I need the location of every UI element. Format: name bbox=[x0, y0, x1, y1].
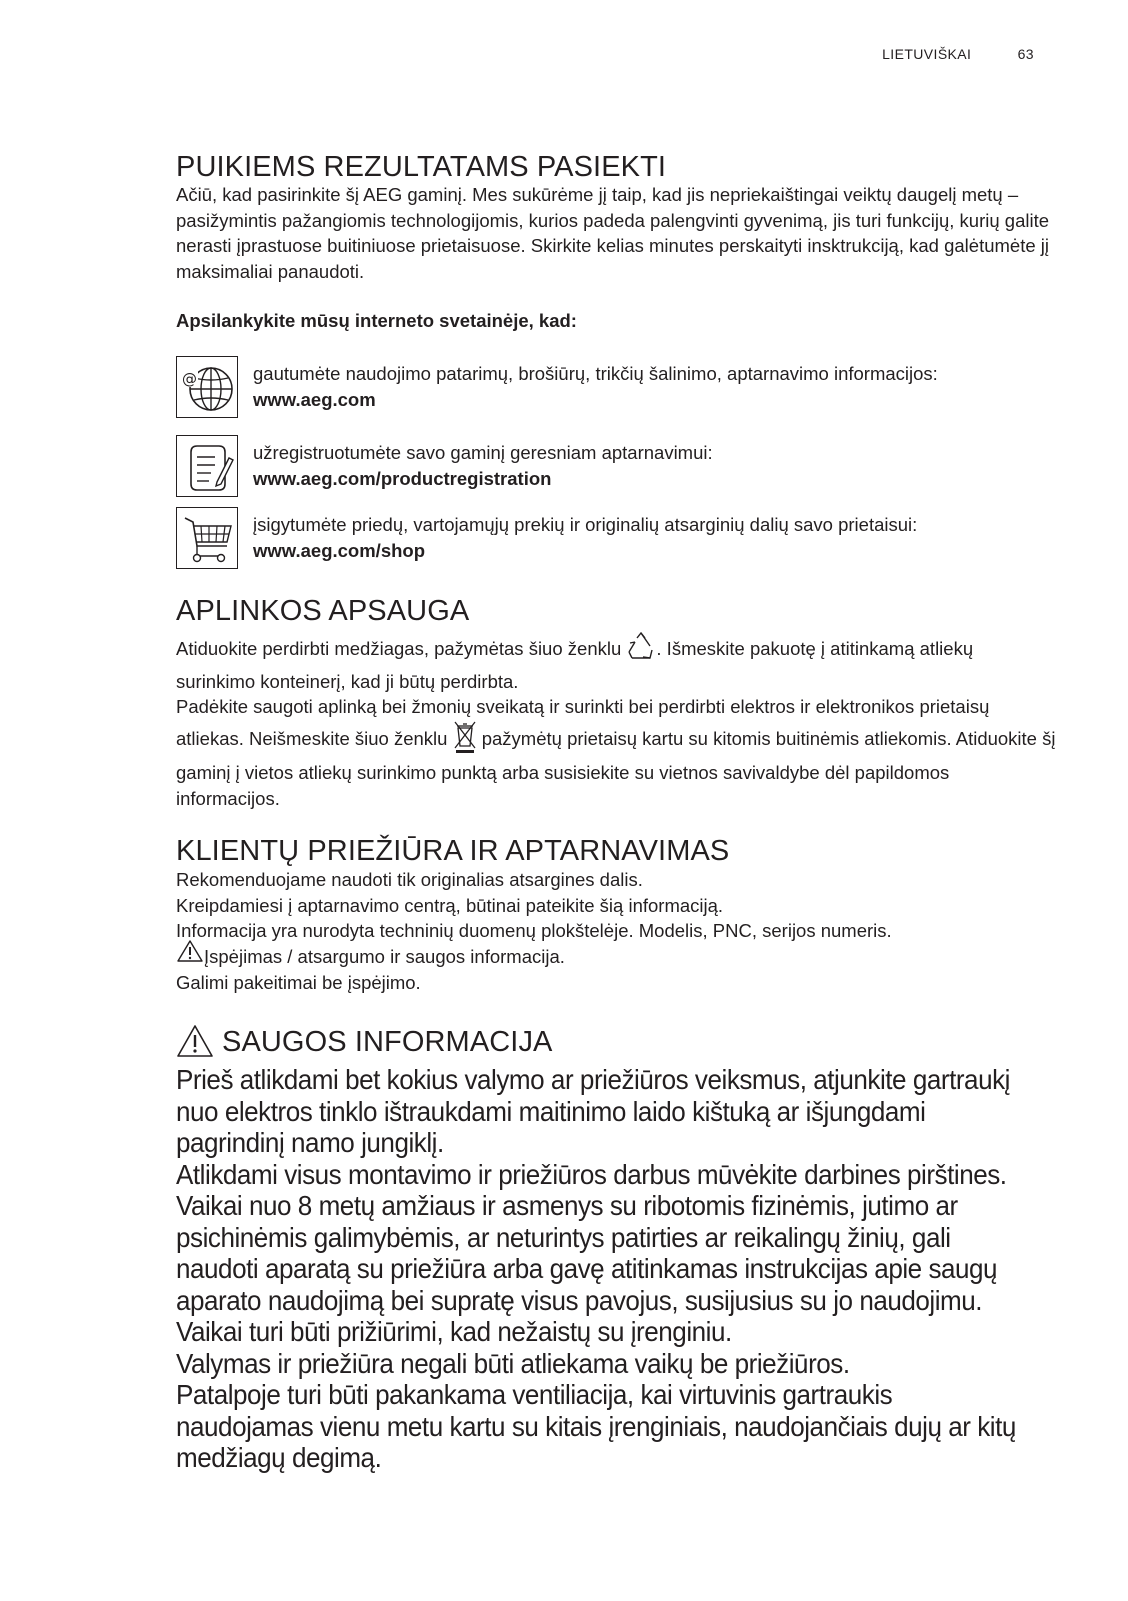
link-description: užregistruotumėte savo gaminį geresniam aptarnavimui: www.aeg.com/productregistration bbox=[253, 440, 713, 491]
recycling-paragraph: Atiduokite perdirbti medžiagas, pažymėtas šiuo ženklu . Išmeskite pakuotę į atitinkamą atliekų surinkimo konteinerį, kad ji būtų perdirbta. bbox=[176, 632, 1056, 694]
section-environment bbox=[176, 594, 1056, 811]
link-row-registration bbox=[176, 435, 1056, 501]
shop-link[interactable]: www.aeg.com/shop bbox=[253, 539, 426, 561]
section-title: KLIENTŲ PRIEŽIŪRA IR APTARNAVIMAS bbox=[176, 835, 730, 867]
care-line: Rekomenduojame naudoti tik originalias atsargines dalis. bbox=[176, 869, 643, 890]
intro-paragraph: Ačiū, kad pasirinkite šį AEG gaminį. Mes sukūrėme jį taip, kad jis nepriekaištingai veiktų daugelį metų – pasižymintis pažangiomis technologijomis, kurios padeda palengvinti gyvenimą, jis turi funkcijų, kurių galite nerasti įprastuose buitiniuose prietaisuose. Skirkite kelias minutes perskaityti insktrukciją, kad galėtumėte jį maksimaliai panaudoti. bbox=[176, 184, 1050, 282]
section-results bbox=[176, 150, 1056, 334]
svg-text:@: @ bbox=[182, 370, 197, 388]
globe-at-icon bbox=[176, 356, 238, 418]
link-description: gautumėte naudojimo patarimų, brošiūrų, trikčių šalinimo, aptarnavimo informacijos: www.aeg.com bbox=[253, 361, 938, 412]
safety-paragraph: Valymas ir priežiūra negali būti atliekama vaikų be priežiūros. bbox=[176, 1347, 850, 1379]
link-row-support bbox=[176, 356, 1056, 422]
safety-paragraph: Atlikdami visus montavimo ir priežiūros darbus mūvėkite darbines pirštines. bbox=[176, 1158, 1007, 1190]
link-description: įsigytumėte priedų, vartojamųjų prekių ir originalių atsarginių dalių savo prietaisui: www.aeg.com/shop bbox=[253, 512, 917, 563]
visit-heading: Apsilankykite mūsų interneto svetainėje, kad: bbox=[176, 310, 577, 331]
registration-link[interactable]: www.aeg.com/productregistration bbox=[253, 467, 552, 489]
registration-form-icon bbox=[176, 435, 238, 497]
weee-paragraph: Padėkite saugoti aplinką bei žmonių sveikatą ir surinkti bei perdirbti elektros ir elektronikos prietaisų atliekas. Neišmeskite šiuo ženklu pažymėtų prietaisų kartu su kitomis buitinėmis atliekomis. Atiduokite šį gaminį į vietos atliekų surinkimo punktą arba susisiekite su vietnos savivaldybe dėl papildomos informacijos. bbox=[176, 696, 1056, 809]
support-link[interactable]: www.aeg.com bbox=[253, 388, 376, 410]
warning-line: Įspėjimas / atsargumo ir saugos informacija. bbox=[176, 944, 1056, 970]
safety-paragraph: Vaikai nuo 8 metų amžiaus ir asmenys su ribotomis fizinėmis, jutimo ar psichinėmis galimybėmis, ar neturintys patirties ar reikalingų žinių, gali naudoti aparatą su priežiūra arba gavę atitinkamas instrukcijas apie saugų aparato naudojimą bei supratę visus pavojus, susijusius su jo naudojimu. bbox=[176, 1190, 998, 1316]
language-label: LIETUVIŠKAI bbox=[882, 46, 972, 62]
page-header bbox=[882, 46, 1034, 62]
safety-paragraph: Patalpoje turi būti pakankama ventiliacija, kai virtuvinis gartraukis naudojamas vienu metu kartu su kitais įrenginiais, naudojančiais dujų ar kitų medžiagų degimą. bbox=[176, 1379, 1016, 1473]
safety-text bbox=[176, 1064, 1032, 1474]
section-title: SAUGOS INFORMACIJA bbox=[176, 1024, 1056, 1060]
care-line: Informacija yra nurodyta techninių duomenų plokštelėje. Modelis, PNC, serijos numeris. bbox=[176, 920, 892, 941]
section-customer-care bbox=[176, 834, 1056, 995]
crossed-bin-icon bbox=[453, 720, 477, 761]
section-title: PUIKIEMS REZULTATAMS PASIEKTI bbox=[176, 151, 667, 183]
shopping-cart-icon bbox=[176, 507, 238, 569]
page-number: 63 bbox=[1017, 46, 1034, 62]
section-safety bbox=[176, 1024, 1056, 1474]
warning-icon bbox=[176, 1024, 214, 1060]
care-line: Kreipdamiesi į aptarnavimo centrą, būtinai pateikite šią informaciją. bbox=[176, 894, 724, 916]
section-title: APLINKOS APSAUGA bbox=[176, 595, 470, 627]
recycling-icon bbox=[626, 632, 656, 669]
safety-paragraph: Vaikai turi būti prižiūrimi, kad nežaistų su įrenginiu. bbox=[176, 1316, 732, 1347]
warning-icon bbox=[176, 939, 204, 970]
care-line: Galimi pakeitimai be įspėjimo. bbox=[176, 971, 421, 993]
safety-paragraph: Prieš atlikdami bet kokius valymo ar priežiūros veiksmus, atjunkite gartraukį nuo elektros tinklo ištraukdami maitinimo laido kištuką ar išjungdami pagrindinį namo jungiklį. bbox=[176, 1064, 1010, 1158]
link-row-shop bbox=[176, 507, 1056, 573]
